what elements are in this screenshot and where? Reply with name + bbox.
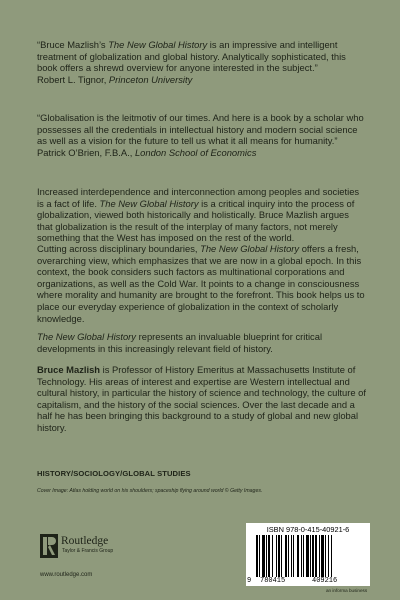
barcode-digit-first: 9: [247, 577, 252, 585]
barcode-bar: [319, 535, 320, 577]
barcode-bar: [303, 535, 304, 577]
barcode-bar: [297, 535, 299, 577]
barcode-bar: [259, 535, 260, 577]
quote-attribution: Robert L. Tignor, Princeton University: [37, 73, 193, 85]
barcode-bar: [262, 535, 265, 577]
barcode-bar: [276, 535, 277, 577]
barcode-bar: [312, 535, 314, 577]
barcode-bar: [331, 535, 332, 577]
description-paragraph-3: The New Global History represents an invaluable blueprint for critical developments in this increasingly relevant field of history.: [37, 331, 323, 354]
barcode-bar: [321, 535, 324, 577]
routledge-logo-icon: [40, 534, 58, 558]
book-title: The New Global History: [99, 197, 199, 209]
barcode-bar: [291, 535, 292, 577]
publisher-subtitle: Taylor & Francis Group: [62, 548, 114, 554]
author-name: Bruce Mazlish: [37, 364, 101, 375]
parent-company-note: an informa business: [326, 588, 368, 593]
barcode-bar: [288, 535, 289, 577]
description-paragraph-1: Increased interdependence and interconnection among peoples and societies is a fact of life. The New Global History is a critical inquiry into the process of globalization, viewed both historically and holistically. Bruce Mazlish argues that globalization is the result of the interplay of many factors, not merely something that the West has imposed on the rest of the world.: [37, 186, 360, 244]
barcode-bars: [254, 535, 362, 577]
isbn-barcode: [246, 523, 370, 586]
barcode-bar: [266, 535, 267, 577]
quote-text: “Globalisation is the leitmotiv of our times. And here is a book by a scholar who possesses all the credentials in intellectual history and modern social science as well as a vision for the future to tell us what it all means for humanity.”: [37, 112, 364, 147]
cover-image-credit: Cover Image: Atlas holding world on his shoulders; spaceship flying around world © Getty Images.: [37, 488, 263, 494]
review-quote-tignor: [37, 39, 367, 85]
book-title: The New Global History: [37, 331, 136, 342]
barcode-bar: [281, 535, 282, 577]
subject-categories: HISTORY/SOCIOLOGY/GLOBAL STUDIES: [37, 469, 191, 478]
barcode-bar: [301, 535, 302, 577]
isbn-label: ISBN 978-0-415-40921-6: [266, 525, 350, 534]
barcode-bar: [328, 535, 329, 577]
barcode-bar: [272, 535, 273, 577]
barcode-bar: [315, 535, 317, 577]
barcode-bar: [256, 535, 258, 577]
barcode-digits-left: 780415: [260, 577, 286, 585]
author-bio: Bruce Mazlish is Professor of History Emeritus at Massachusetts Institute of Technology. His areas of interest and expertise are Western intellectual and cultural history, in particular the history of science and technology, the culture of capitalism, and the history of the social sciences. Over the last decade and a half he has been bringing this background to a study of global and new global history.: [37, 364, 366, 433]
barcode-bar: [278, 535, 280, 577]
barcode-bar: [285, 535, 287, 577]
barcode-bar: [306, 535, 309, 577]
barcode-bar: [310, 535, 311, 577]
review-quote-obrien: [37, 112, 367, 158]
publisher-name: Routledge: [61, 535, 109, 547]
publisher-website: www.routledge.com: [40, 572, 93, 578]
quote-text: “Bruce Mazlish’s The New Global History is an impressive and intelligent treatment of globalization and global history. Analytically sophisticated, this book offers a shrewd overview for anyone interested in the subject.”: [37, 39, 346, 74]
book-title: The New Global History: [108, 39, 208, 50]
barcode-digits-right: 409216: [312, 577, 338, 585]
quote-attribution: Patrick O’Brien, F.B.A., London School of Economics: [37, 146, 257, 158]
barcode-bar: [268, 535, 270, 577]
book-title: The New Global History: [200, 243, 300, 254]
barcode-bar: [293, 535, 294, 577]
barcode-bar: [325, 535, 326, 577]
description-paragraph-2: Cutting across disciplinary boundaries, The New Global History offers a fresh, overarching view, which emphasizes that we are now in a global epoch. In this context, the book considers such factors as multinational corporations and organizations, as well as the Cold War. It points to a change in consciousness where morality and humanity are brought to the forefront. This book helps us to place our everyday experience of globalization in the context of scholarly knowledge.: [37, 243, 365, 324]
